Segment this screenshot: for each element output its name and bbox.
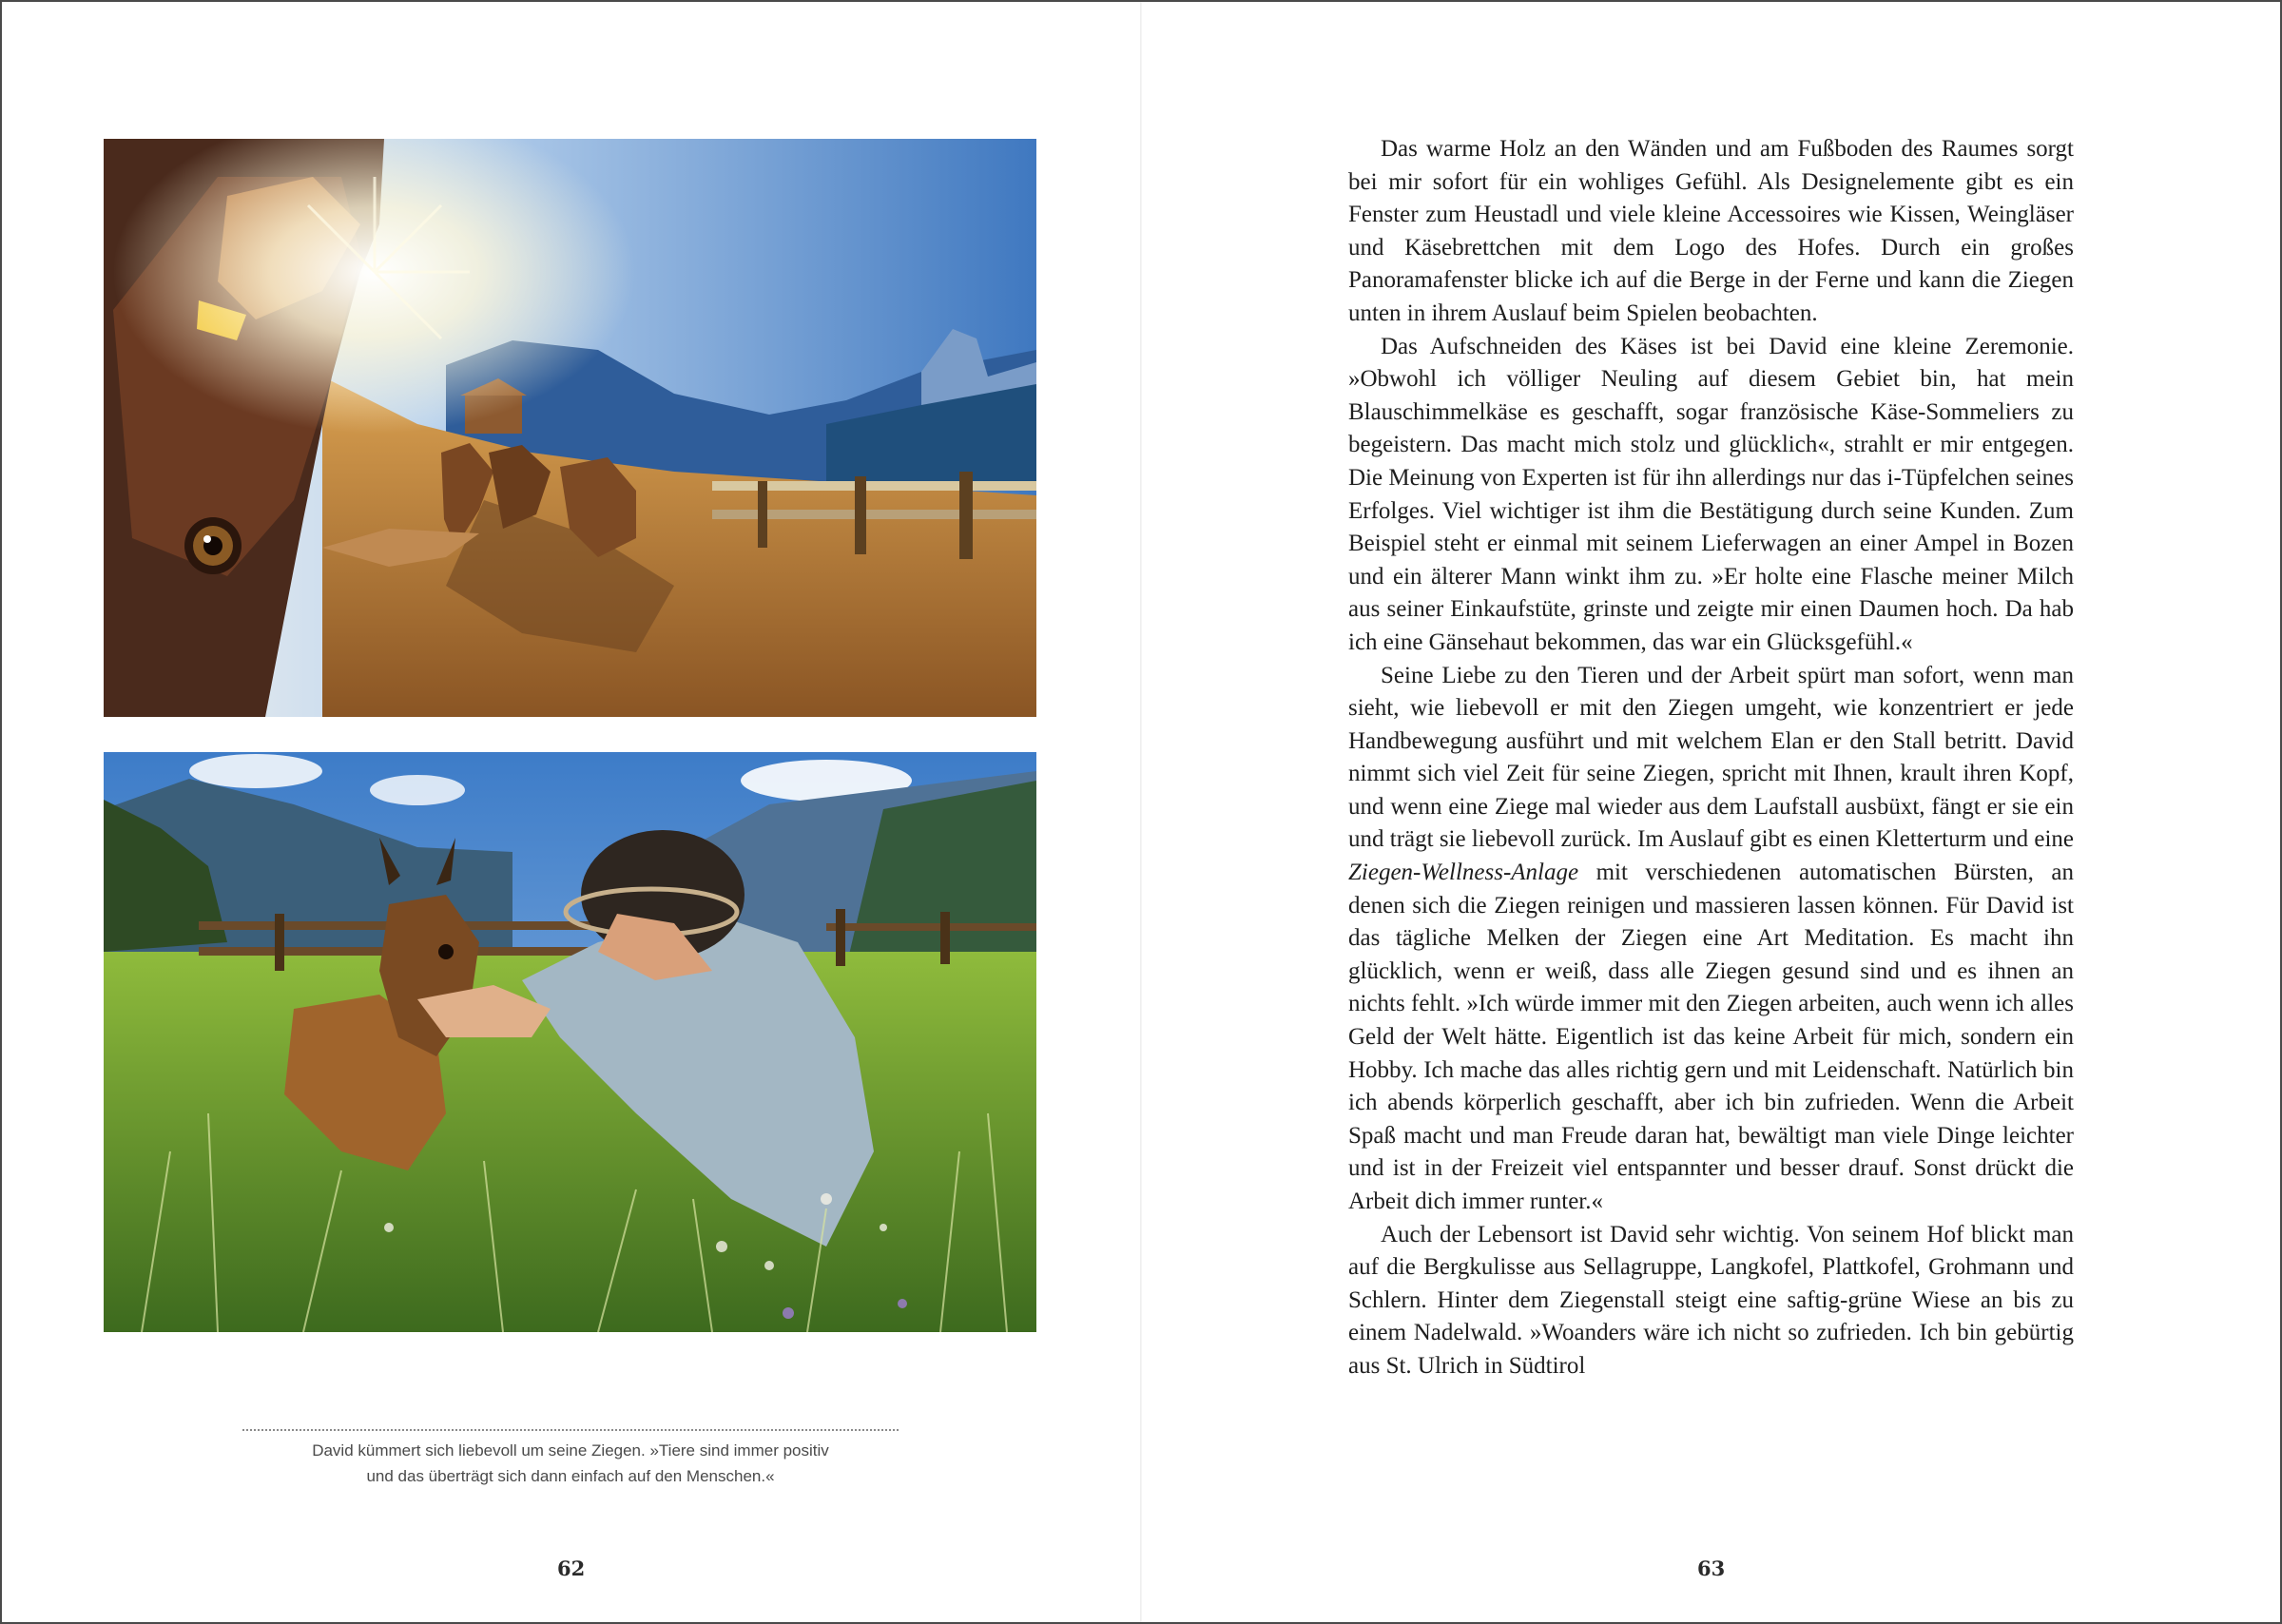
paragraph-3-part-2: mit verschiedenen automatischen Bürsten, an denen sich die Ziegen reinigen und massieren lassen können. Für David ist das tägliche Melken der Ziegen eine Art Meditation. Es macht ihn glücklich, wenn er weiß, dass alle Ziegen gesund sind und es ihnen an nichts fehlt. »Ich würde immer mit den Ziegen arbeiten, auch wenn ich alles Geld der Welt hätte. Eigentlich ist das keine Arbeit für mich, sondern ein Hobby. Ich mache das alles richtig gern und mit Leidenschaft. Natürlich bin ich abends körperlich geschafft, aber ich bin zufrieden. Wenn die Arbeit Spaß macht und man Freude daran hat, bewältigt man viele Dinge leichter und ist in der Freizeit viel entspannter und besser drauf. Sonst drückt die Arbeit dich immer runter.« [1348,860,2074,1214]
caption-line-1: David kümmert sich liebevoll um seine Ziegen. »Tiere sind immer positiv [312,1441,829,1460]
paragraph-3-part-1: Seine Liebe zu den Tieren und der Arbeit spürt man sofort, wenn man sieht, wie liebevoll er mit den Ziegen umgeht, wie konzentriert er jede Handbewegung ausführt und mit welchem Elan er den Stall betritt. David nimmt sich viel Zeit für seine Ziegen, spricht mit Ihnen, krault ihren Kopf, und wenn eine Ziege mal wieder aus dem Laufstall ausbüxt, fängt er sie ein und trägt sie liebevoll zurück. Im Auslauf gibt es einen Kletterturm und eine [1348,662,2074,853]
paragraph-2: Das Aufschneiden des Käses ist bei David eine kleine Zeremonie. »Obwohl ich völliger Neuling auf diesem Gebiet bin, hat mein Blauschimmelkäse es geschafft, sogar französische Käse-Sommeliers zu begeistern. Das macht mich stolz und glücklich«, strahlt er mir entgegen. Die Meinung von Experten ist für ihn allerdings nur das i-Tüpfelchen seines Erfolges. Viel wichtiger ist ihm die Bestätigung durch seine Kunden. Zum Beispiel steht er einmal mit seinem Lieferwagen an einer Ampel in Bozen und ein älterer Mann winkt ihm zu. »Er holte eine Flasche meiner Milch aus seiner Einkaufstüte, grinste und zeigte mir einen Daumen hoch. Da hab ich eine Gänsehaut bekommen, das war ein Glücksgefühl.« [1348,333,2075,655]
photo-farmer-petting-goat [104,752,1036,1332]
page-number-left: 62 [557,1556,586,1580]
page-number-right: 63 [1697,1556,1726,1580]
caption-line-2: und das überträgt sich dann einfach auf den Menschen.« [366,1467,775,1485]
caption-rule [242,1429,899,1431]
book-gutter [1140,2,1142,1622]
photo-goats-at-sunrise [104,139,1036,717]
body-text-column [1348,133,2074,1383]
paragraph-4: Auch der Lebensort ist David sehr wichtig. Von seinem Hof blickt man auf die Bergkulisse aus Sellagruppe, Langkofel, Plattkofel, Grohmann und Schlern. Hinter dem Ziegenstall steigt eine saftig-grüne Wiese an bis zu einem Nadelwald. »Woanders wäre ich nicht so zufrieden. Ich bin gebürtig aus St. Ulrich in Südtirol [1348,1221,2074,1379]
emphasis-ziegen-wellness: Ziegen-Wellness-Anlage [1348,860,1579,886]
paragraph-3 [1348,660,2074,1219]
paragraph-1: Das warme Holz an den Wänden und am Fußboden des Raumes sorgt bei mir sofort für ein wohliges Gefühl. Als Designelemente gibt es ein Fenster zum Heustadl und viele kleine Accessoires wie Kissen, Weingläser und Käsebrettchen mit dem Logo des Hofes. Durch ein großes Panoramafenster blicke ich auf die Berge in der Ferne und kann die Ziegen unten in ihrem Auslauf beim Spielen beobachten. [1348,136,2074,326]
photo-caption [242,1438,899,1489]
